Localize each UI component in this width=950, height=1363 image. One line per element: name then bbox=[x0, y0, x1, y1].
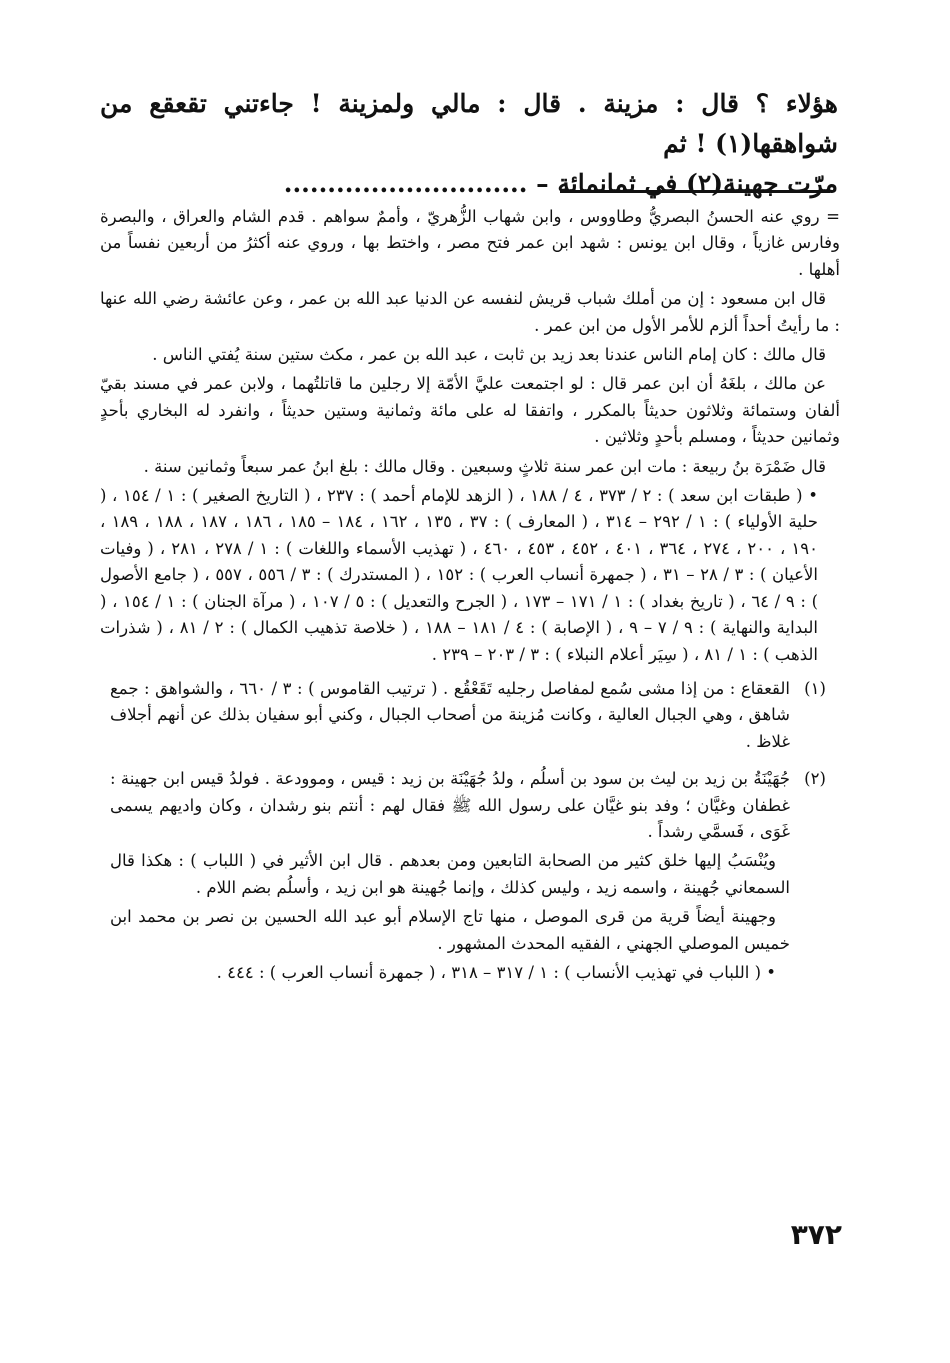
footnote-paragraph: وجهينة أيضاً قرية من قرى الموصل ، منها تاج الإسلام أبو عبد الله الحسين بن نصر بن محمد ابن خميس الموصلي الجهني ، الفقيه المحدث المشهور . bbox=[110, 907, 790, 953]
footnote-paragraph: ويُنْسَبُ إليها خلق كثير من الصحابة التابعين ومن بعدهم . قال ابن الأثير في ( اللباب ) : هكذا قال السمعاني جُهينة ، واسمه زيد ، وليس كذلك ، وإنما جُهينة هو ابن زيد ، وأسلُم بضم اللام . bbox=[110, 851, 790, 897]
main-text bbox=[100, 84, 838, 204]
main-text-line-2: مرّت جهينة(٢) في ثمانمائة – ............................ bbox=[283, 169, 838, 198]
footnote-separator bbox=[560, 190, 830, 193]
footnote-1 bbox=[100, 676, 840, 758]
bio-note: = روي عنه الحسنُ البصريُّ وطاووس ، وابن شهاب الزُّهريّ ، وأممٌ سواهم . قدم الشام والعراق ، والبصرة وفارس غازياً ، وقال ابن يونس : شهد ابن عمر فتح مصر ، واختط بها ، وروي عنه أكثرُ من أربعين نفساً من أهلها . bbox=[100, 207, 840, 279]
page-number: ٣٧٢ bbox=[790, 1218, 842, 1251]
main-text-line-1: هؤلاء ؟ قال : مزينة . قال : مالي ولمزينة ! جاءتني تقعقع من شواهقها(١) ! ثم bbox=[100, 89, 838, 158]
footnotes-area bbox=[100, 204, 840, 989]
bio-note: عن مالك ، بلغَهُ أن ابن عمر قال : لو اجتمعت عليَّ الأمّة إلا رجلين ما قاتلتُهما ، ولابن عمر في مسند بقيّ ألفان وستمائة وثلاثون حديثاً بالمكرر ، واتفقا له على مائة وثمانية وستين حديثاً ، وانفرد له البخاري بأحدٍ وثمانين حديثاً ، ومسلم بأحدٍ وثلاثين . bbox=[100, 374, 840, 447]
footnote-paragraph: القعقاع : من إذا مشى سُمع لمفاصل رجليه تَقَعْقُع . ( ترتيب القاموس ) : ٣ / ٦٦٠ ، والشواهق : جمع شاهق ، وهي الجبال العالية ، وكانت مُزينة من أصحاب الجبال ، وكني أبو سفيان بذلك عن أنهم أجلاف غلاظ . bbox=[110, 678, 790, 751]
bio-note: قال مالك : كان إمام الناس عندنا بعد زيد بن ثابت ، عبد الله بن عمر ، مكث ستين سنة يُفتي الناس . bbox=[152, 345, 826, 365]
footnote-2 bbox=[100, 766, 840, 989]
sources-list: • ( طبقات ابن سعد ) : ٢ / ٣٧٣ ، ٤ / ١٨٨ ، ( الزهد للإمام أحمد ) : ٢٣٧ ، ( التاريخ الصغير ) : ١ / ١٥٤ ، ( حلية الأولياء ) : ١ / ٢٩٢ – ٣١٤ ، ( المعارف ) : ٣٧ ، ١٣٥ ، ١٦٢ ، ١٨٤ – ١٨٥ ، ١٨٦ ، ١٨٧ ، ١٨٨ ، ١٨٩ ، ١٩٠ ، ٢٠٠ ، ٢٧٤ ، ٣٦٤ ، ٤٠١ ، ٤٥٢ ، ٤٥٣ ، ٤٦٠ ، ( تهذيب الأسماء واللغات ) : ١ / ٢٧٨ ، ٢٨١ ، ( وفيات الأعيان ) : ٣ / ٢٨ – ٣١ ، ( جمهرة أنساب العرب ) : ١٥٢ ، ( المستدرك ) : ٣ / ٥٥٦ ، ٥٥٧ ، ( جامع الأصول ) : ٩ / ٦٤ ، ( تاريخ بغداد ) : ١ / ١٧١ – ١٧٣ ، ( الجرح والتعديل ) : ٥ / ١٠٧ ، ( مرآة الجنان ) : ١ / ١٥٤ ، ( البداية والنهاية ) : ٩ / ٧ – ٩ ، ( الإصابة ) : ٤ / ١٨١ – ١٨٨ ، ( خلاصة تذهيب الكمال ) : ٢ / ٨١ ، ( شذرات الذهب ) : ١ / ٨١ ، ( سِيَر أعلام النبلاء ) : ٣ / ٢٠٣ – ٢٣٩ . bbox=[100, 486, 819, 664]
footnote-paragraph: جُهَيْنَةُ بن زيد بن ليث بن سود بن أسلُم ، ولدُ جُهَيْنَة بن زيد : قيس ، وموودعة . فولدُ قيس ابن جهينة : غطفان وغيَّان ؛ وفد بنو غيَّان على رسول الله ﷺ فقال لهم : أنتم بنو رشدان ، وكان واديهم يسمى غَوَى ، فَسمَّي رشداً . bbox=[110, 769, 790, 841]
footnote-number: (٢) bbox=[804, 769, 826, 789]
footnote-number: (١) bbox=[804, 678, 826, 698]
bio-note: قال ابن مسعود : إن من أملك شباب قريش لنفسه عن الدنيا عبد الله بن عمر ، وعن عائشة رضي الله عنها : ما رأيتُ أحداً ألزم للأمر الأول من ابن عمر . bbox=[100, 289, 840, 335]
sources-list: • ( اللباب في تهذيب الأنساب ) : ١ / ٣١٧ – ٣١٨ ، ( جمهرة أنساب العرب ) : ٤٤٤ . bbox=[216, 962, 776, 982]
bio-note: قال ضَمْرَة بنُ ربيعة : مات ابن عمر سنة ثلاثٍ وسبعين . وقال مالك : بلغ ابنُ عمر سبعاً وثمانين سنة . bbox=[143, 456, 826, 476]
